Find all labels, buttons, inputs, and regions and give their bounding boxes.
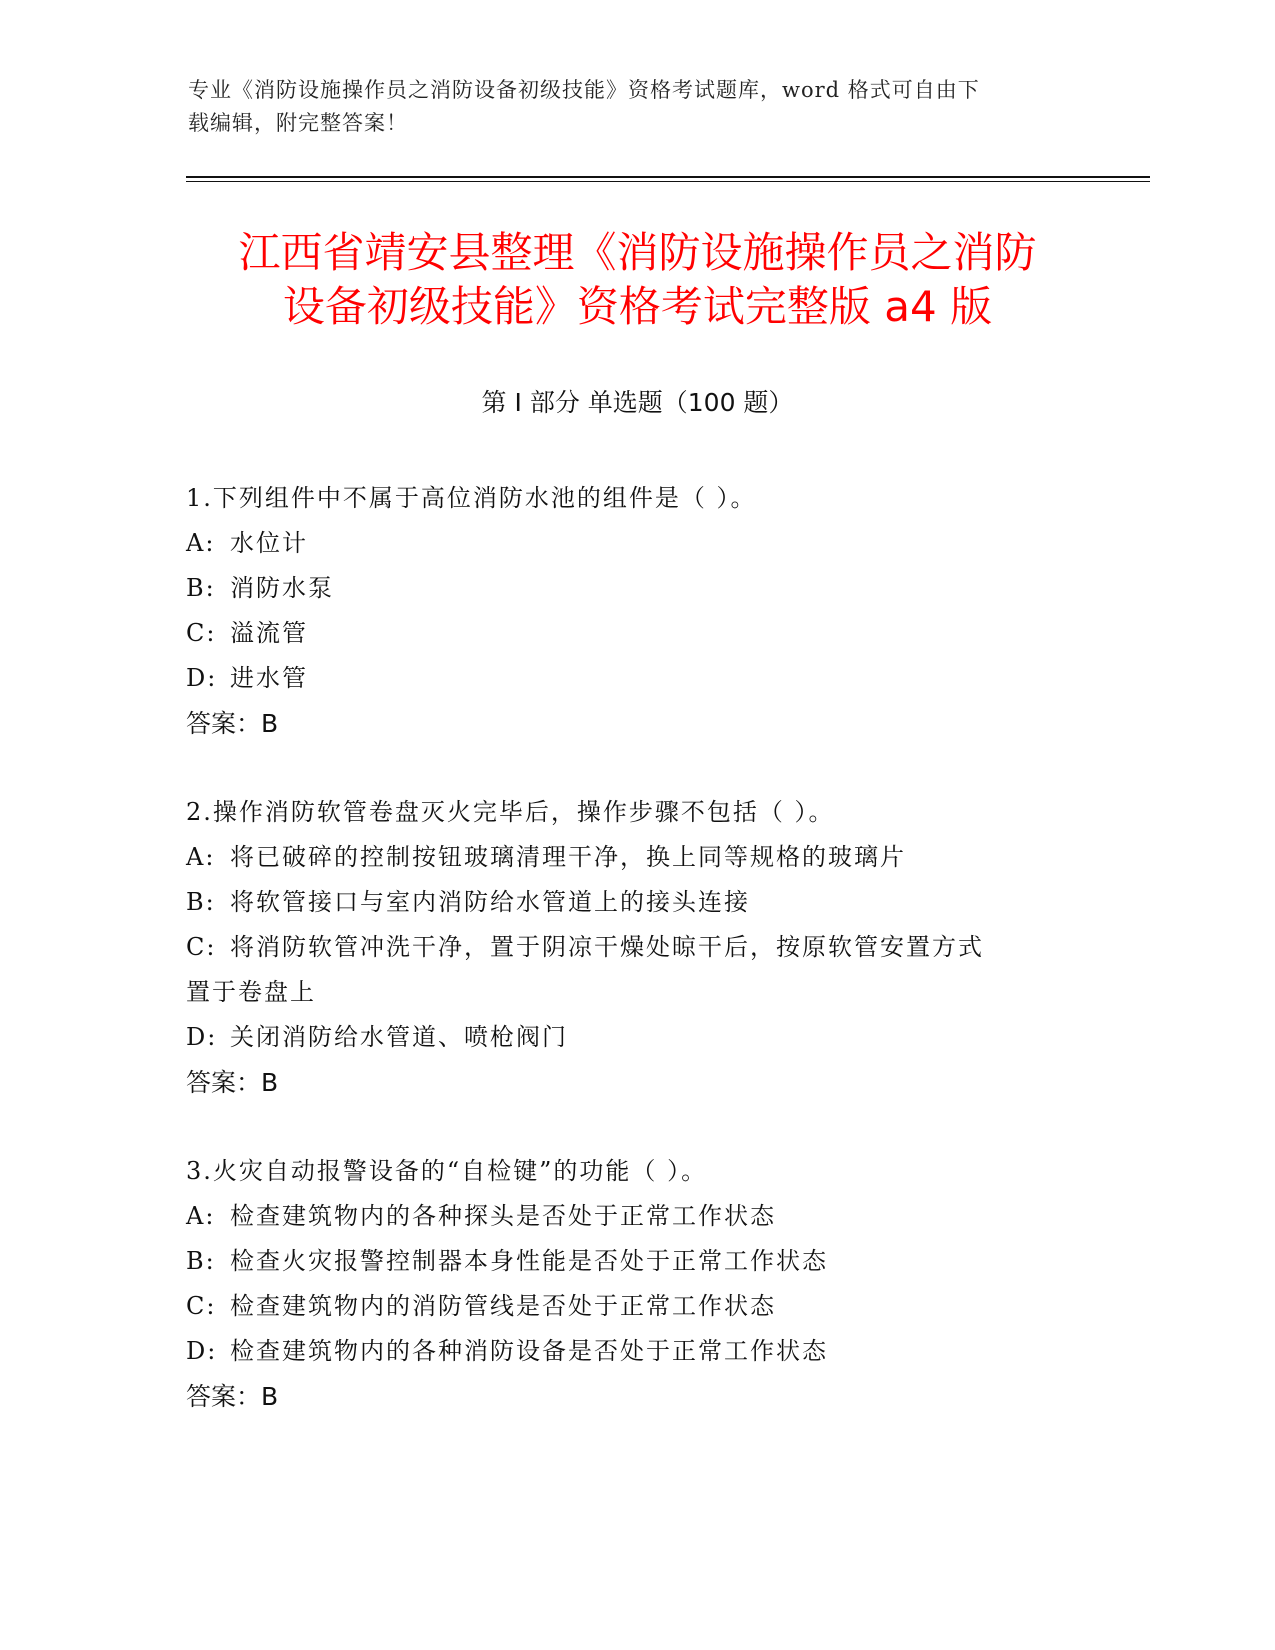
answer: 答案：B	[186, 1068, 279, 1097]
option-text: 检查建筑物内的消防管线是否处于正常工作状态	[230, 1292, 776, 1320]
option-text: 溢流管	[230, 619, 308, 647]
header-note-line-1: 专业《消防设施操作员之消防设备初级技能》资格考试题库，word 格式可自由下	[188, 78, 980, 102]
question-list	[186, 476, 1086, 1463]
option-key: A:	[186, 1202, 216, 1230]
option-text: 置于卷盘上	[186, 978, 316, 1006]
question-3	[186, 1149, 1086, 1419]
section-heading: 第 I 部分 单选题（100 题）	[481, 388, 794, 417]
option-key: C:	[186, 1292, 217, 1320]
option-key: A:	[186, 529, 216, 557]
option-key: D:	[186, 1023, 218, 1051]
document-title-line-2: 设备初级技能》资格考试完整版 a4 版	[282, 282, 993, 331]
option-c	[186, 611, 1086, 656]
header-divider	[186, 176, 1150, 182]
option-d	[186, 1329, 1086, 1374]
answer: 答案：B	[186, 1382, 279, 1411]
option-text: 消防水泵	[230, 574, 334, 602]
option-key: C:	[186, 933, 217, 961]
option-text: 水位计	[230, 529, 308, 557]
option-a	[186, 1194, 1086, 1239]
option-key: D:	[186, 664, 218, 692]
question-stem: 2.操作消防软管卷盘灭火完毕后，操作步骤不包括（ ）。	[186, 798, 835, 826]
option-text: 检查火灾报警控制器本身性能是否处于正常工作状态	[230, 1247, 828, 1275]
header-note	[188, 74, 1088, 140]
option-key: B:	[186, 574, 216, 602]
question-stem: 3.火灾自动报警设备的“自检键”的功能（ ）。	[186, 1157, 708, 1185]
document-title	[150, 226, 1125, 334]
option-text: 检查建筑物内的各种消防设备是否处于正常工作状态	[230, 1337, 828, 1365]
header-note-line-2: 载编辑，附完整答案！	[188, 111, 408, 135]
option-b	[186, 880, 1086, 925]
option-key: B:	[186, 1247, 216, 1275]
option-key: D:	[186, 1337, 218, 1365]
option-a	[186, 521, 1086, 566]
option-text: 检查建筑物内的各种探头是否处于正常工作状态	[230, 1202, 776, 1230]
option-text: 将消防软管冲洗干净，置于阴凉干燥处晾干后，按原软管安置方式	[230, 933, 984, 961]
option-b	[186, 566, 1086, 611]
option-key: A:	[186, 843, 216, 871]
option-d	[186, 656, 1086, 701]
option-c	[186, 925, 1086, 970]
document-title-line-1: 江西省靖安县整理《消防设施操作员之消防	[238, 228, 1037, 277]
question-1	[186, 476, 1086, 746]
option-a	[186, 835, 1086, 880]
option-b	[186, 1239, 1086, 1284]
question-stem: 1.下列组件中不属于高位消防水池的组件是（ ）。	[186, 484, 757, 512]
option-d	[186, 1015, 1086, 1060]
option-key: C:	[186, 619, 217, 647]
option-text: 进水管	[230, 664, 308, 692]
question-2	[186, 790, 1086, 1105]
option-key: B:	[186, 888, 216, 916]
option-text: 关闭消防给水管道、喷枪阀门	[230, 1023, 568, 1051]
option-c	[186, 1284, 1086, 1329]
answer: 答案：B	[186, 709, 279, 738]
option-text: 将软管接口与室内消防给水管道上的接头连接	[230, 888, 750, 916]
option-text: 将已破碎的控制按钮玻璃清理干净，换上同等规格的玻璃片	[230, 843, 906, 871]
option-c-continuation	[186, 970, 1086, 1015]
